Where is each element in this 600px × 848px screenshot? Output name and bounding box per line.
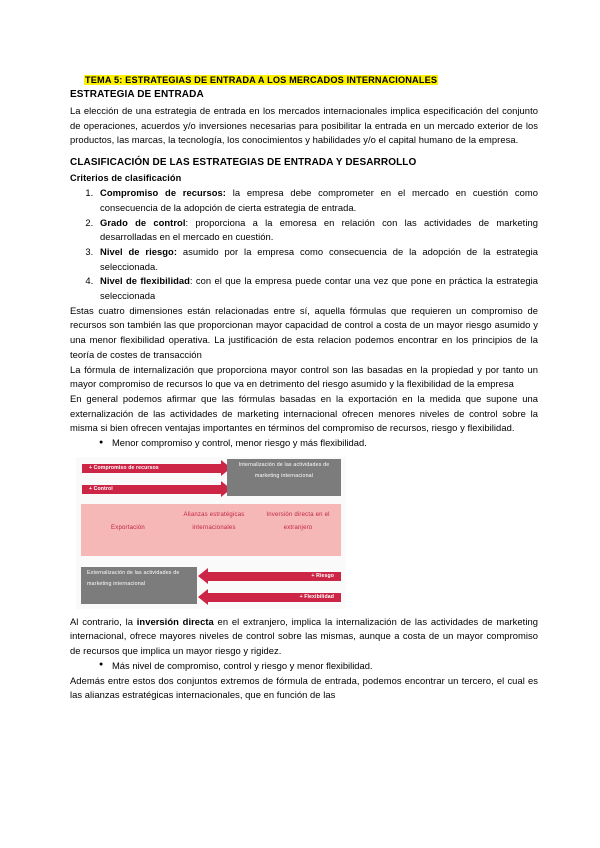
list-item: ● Menor compromiso y control, menor riesgo y más flexibilidad. bbox=[112, 436, 538, 451]
text-bold-inversion-directa: inversión directa bbox=[136, 615, 214, 627]
arrow-label: + Control bbox=[89, 485, 113, 492]
list-item bbox=[96, 186, 538, 215]
cell-alianzas-estrategicas: Alianzas estratégicas internacionales bbox=[183, 511, 245, 532]
bullet-list-menor bbox=[70, 436, 538, 451]
criterion-text: asumido por la empresa como consecuencia de la adopción de la estrategia seleccionada. bbox=[100, 245, 538, 272]
box-internalizacion: Internalización de las actividades de marketing internacional bbox=[227, 459, 341, 496]
criterion-term: Compromiso de recursos: bbox=[100, 187, 226, 199]
paragraph-al-contrario bbox=[70, 615, 538, 659]
page-title bbox=[84, 74, 538, 87]
heading-estrategia-de-entrada: ESTRATEGIA DE ENTRADA bbox=[70, 89, 204, 100]
arrow-compromiso-recursos bbox=[82, 464, 222, 473]
band-estrategias bbox=[81, 504, 341, 556]
list-item: ● Más nivel de compromiso, control y riesgo y menor flexibilidad. bbox=[112, 659, 538, 674]
paragraph-general: En general podemos afirmar que las fórmulas basadas en la exportación en la medida que supone una externalización de las actividades de marketing internacional ofrecen menores niveles de control sobre la misma si bien ofrecen ventajas importantes en términos del compromiso de recursos, riesgo y flexibilidad. bbox=[70, 392, 538, 434]
heading-clasificacion: CLASIFICACIÓN DE LAS ESTRATEGIAS DE ENTRADA Y DESARROLLO bbox=[70, 157, 417, 169]
arrow-label: + Flexibilidad bbox=[299, 593, 334, 600]
criterion-text: : proporciona a la emoresa en relación con las actividades de marketing desarrolladas en el mercado en cuestión. bbox=[100, 216, 538, 243]
criterion-text: : con el que la empresa puede contar una vez que pone en práctica la estrategia seleccionada bbox=[100, 275, 538, 302]
paragraph-ademas: Además entre estos dos conjuntos extremos de fórmula de entrada, podemos encontrar un tercero, el cual es las alianzas estratégicas internacionales, que en función de las bbox=[70, 674, 538, 701]
arrow-flexibilidad bbox=[207, 593, 341, 602]
list-item bbox=[96, 245, 538, 274]
criterion-term: Nivel de flexibilidad bbox=[100, 275, 190, 287]
criterion-text: la empresa debe comprometer en el mercado en cuestión como consecuencia de la adopción de cierta estrategia de entrada. bbox=[100, 187, 538, 213]
criterion-term: Grado de control bbox=[100, 216, 186, 228]
list-item bbox=[96, 216, 538, 245]
entry-strategy-diagram bbox=[76, 457, 346, 609]
arrow-riesgo bbox=[207, 572, 341, 581]
criteria-list bbox=[70, 186, 538, 304]
bullet-list-mas bbox=[70, 659, 538, 674]
cell-inversion-directa: Inversión directa en el extranjero bbox=[266, 511, 330, 532]
paragraph-estrategia-de-entrada: La elección de una estrategia de entrada en los mercados internacionales implica especificación del conjunto de operaciones, acuerdos y/o inversiones necesarias para posibilitar la entrada en un mercado exterior de los productos, las marcas, la tecnología, los conocimientos y habilidades y/o el capital humano de la empresa. bbox=[70, 105, 538, 146]
paragraph-internalizacion: La fórmula de internalización que proporciona mayor control son las basadas en la propiedad y por tanto un mayor compromiso de recursos lo que va en detrimento del riesgo asumido y la flexibilidad de la empresa bbox=[70, 363, 538, 390]
arrow-control bbox=[82, 485, 222, 494]
heading-criterios-clasificacion: Criterios de clasificación bbox=[70, 173, 182, 184]
spacer bbox=[70, 148, 538, 156]
arrow-label: + Riesgo bbox=[311, 572, 334, 579]
cell-exportacion: Exportación bbox=[111, 524, 145, 531]
paragraph-dimensiones: Estas cuatro dimensiones están relacionadas entre sí, aquella fórmulas que requieren un compromiso de recursos son también las que proporcionan mayor capacidad de control a costa de un mayor riesgo asumido y una menor flexibilidad operativa. La justificación de esta relacion podemos encontrar en los principios de la teoría de costes de transacción bbox=[70, 304, 538, 360]
text-post: en el extranjero, implica la internalización de las actividades de marketing internacional, ofrece mayores niveles de control sobre las mismas, aunque a costa de un mayor compromiso de recursos que implica un mayor riesgo y rigidez. bbox=[70, 615, 538, 657]
arrow-label: + Compromiso de recursos bbox=[89, 464, 159, 471]
page-title-highlight: TEMA 5: ESTRATEGIAS DE ENTRADA A LOS MERCADOS INTERNACIONALES bbox=[85, 75, 438, 85]
criterion-term: Nivel de riesgo: bbox=[100, 245, 178, 257]
text-pre: Al contrario, la bbox=[70, 615, 137, 627]
list-item bbox=[96, 274, 538, 303]
box-externalizacion: Externalización de las actividades de marketing internacional bbox=[81, 567, 197, 604]
